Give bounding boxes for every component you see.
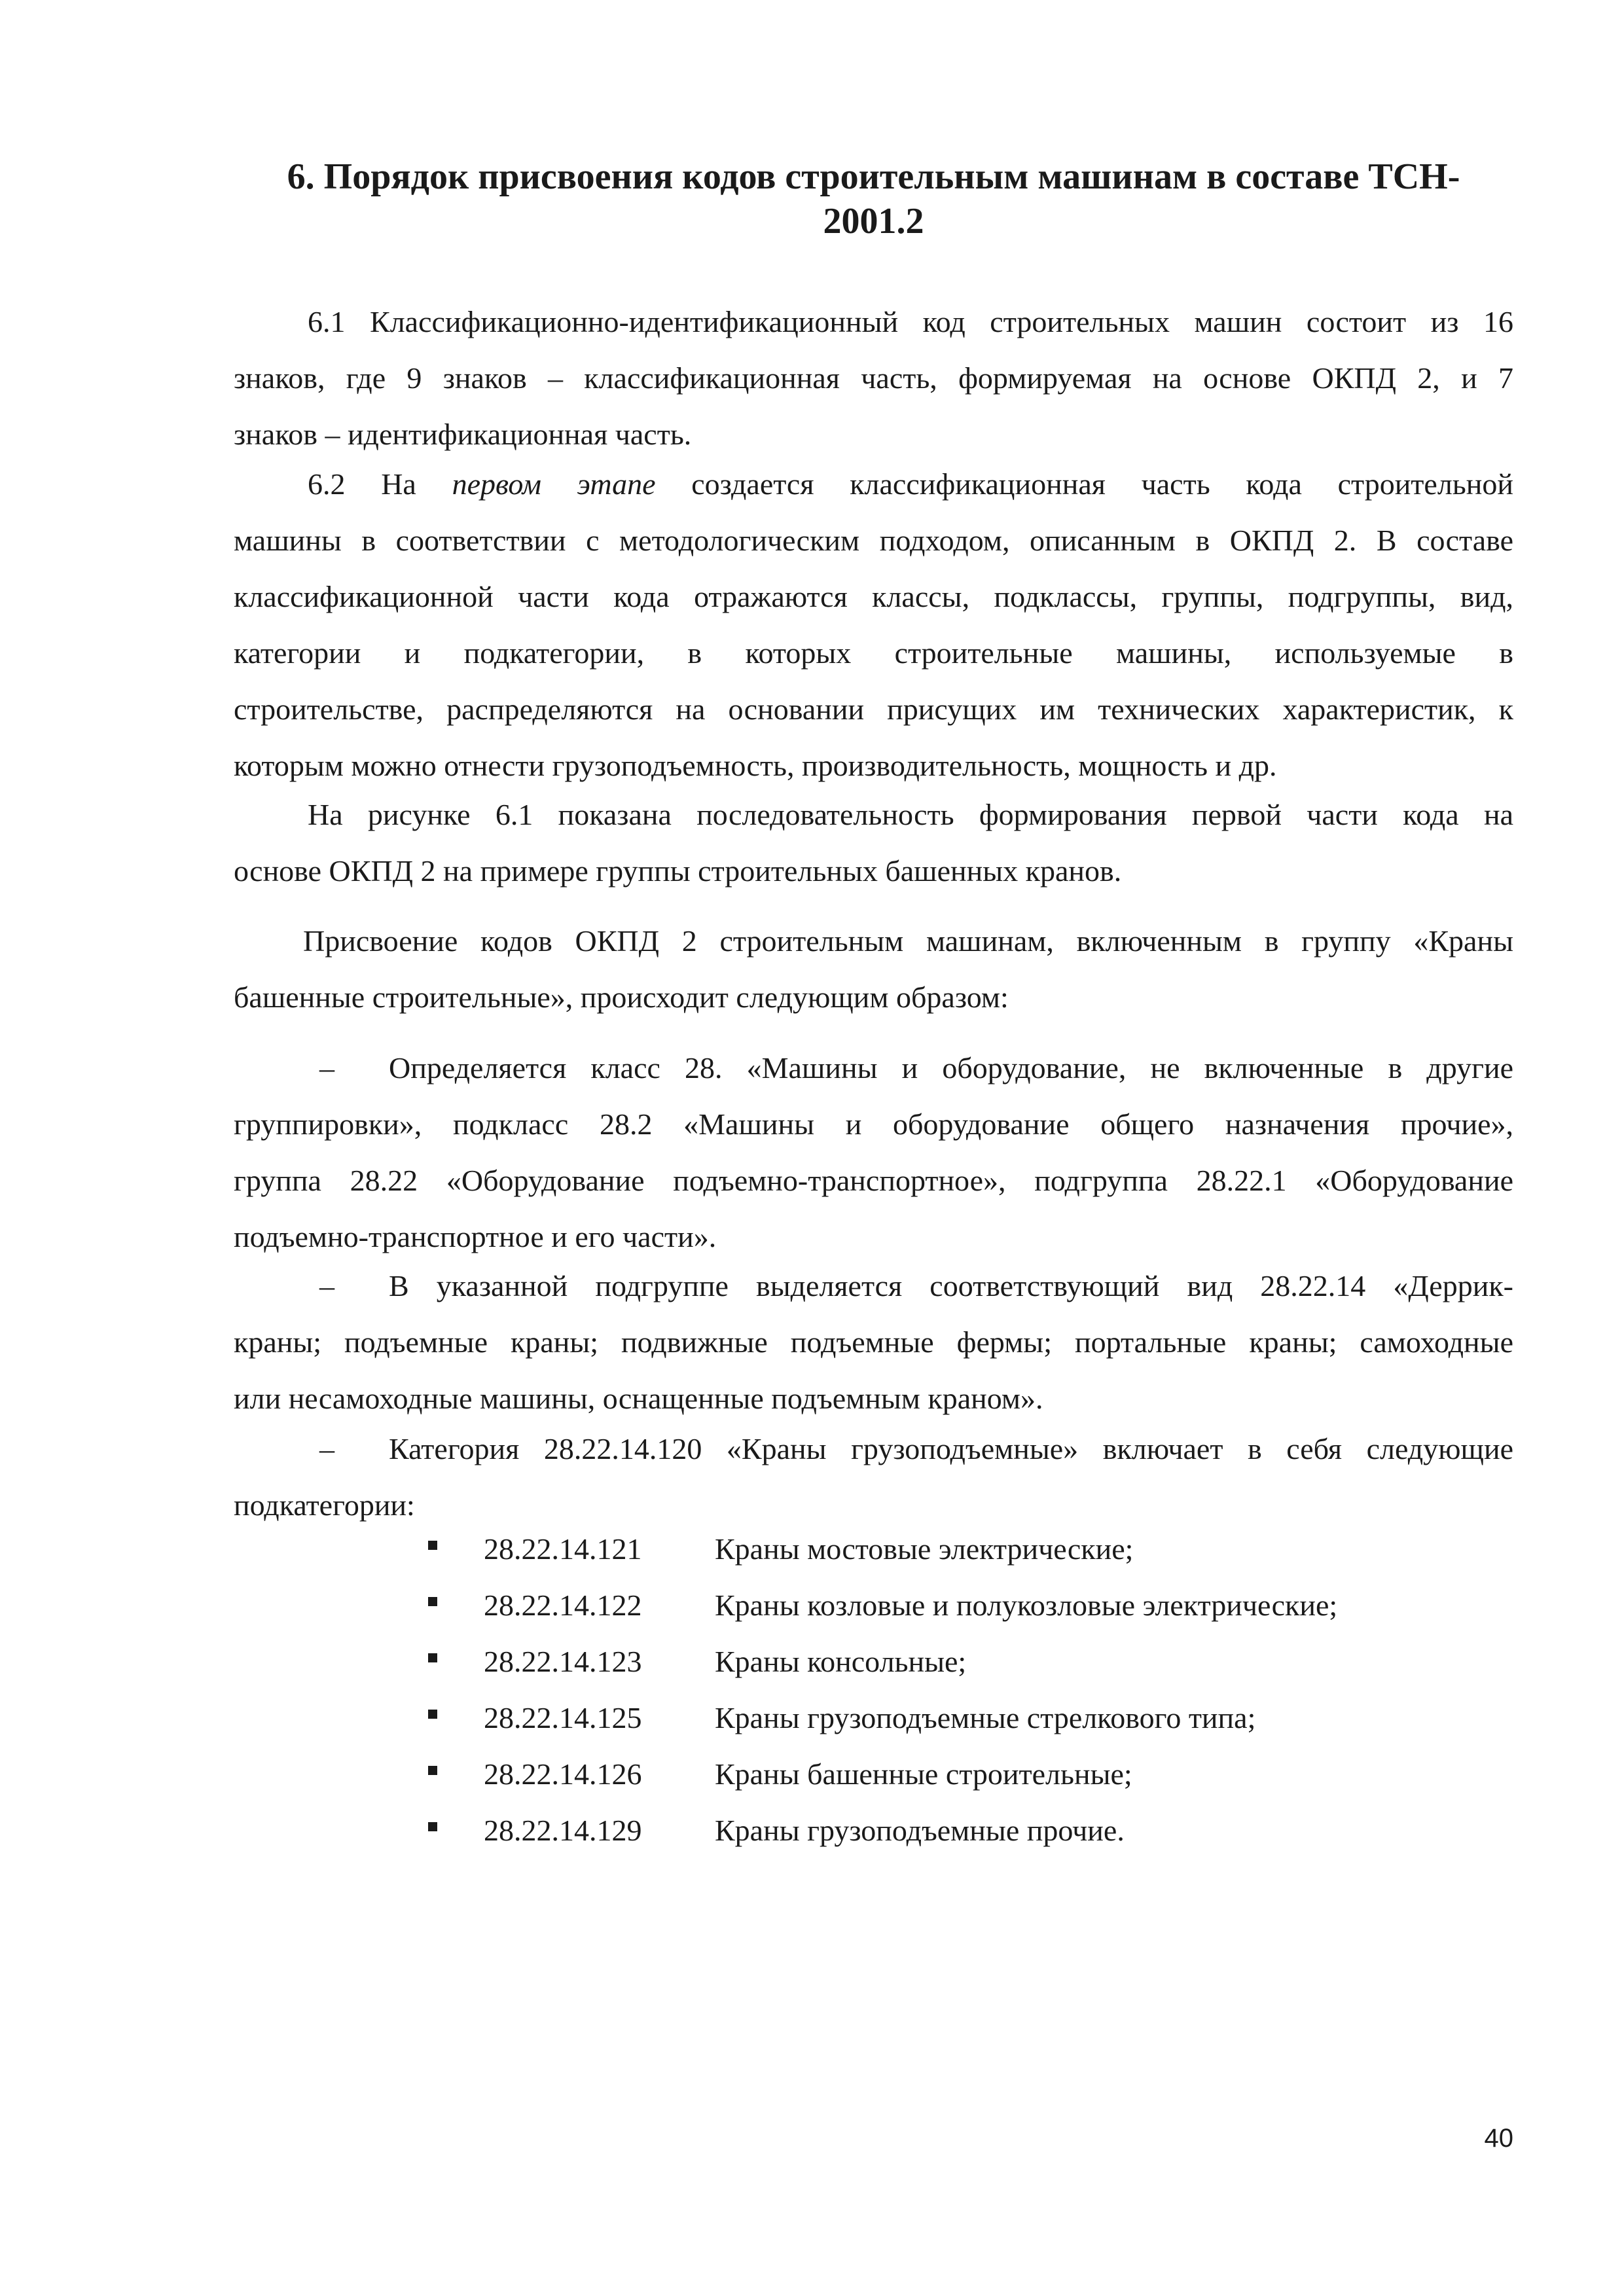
dash-item-1 xyxy=(234,1040,1513,1265)
page-number: 40 xyxy=(1484,2124,1513,2153)
subcategory-name: Краны башенные строительные; xyxy=(715,1757,1132,1791)
square-bullet-icon xyxy=(428,1541,437,1550)
subcategory-code: 28.22.14.123 xyxy=(484,1645,642,1678)
subcategory-name: Краны мостовые электрические; xyxy=(715,1532,1134,1566)
paragraph-6-2 xyxy=(234,456,1513,794)
dash-marker: – xyxy=(319,1269,334,1302)
text-line: классификационной части кода отражаются классы, подклассы, группы, подгруппы, вид, xyxy=(234,580,1513,613)
document-page xyxy=(234,0,1513,2296)
section-title-line-2: 2001.2 xyxy=(823,201,924,242)
subcategory-code: 28.22.14.125 xyxy=(484,1701,642,1734)
text-line: знаков – идентификационная часть. xyxy=(234,418,692,451)
text-line: основе ОКПД 2 на примере группы строительных башенных кранов. xyxy=(234,854,1122,888)
square-bullet-icon xyxy=(428,1822,437,1831)
square-bullet-icon xyxy=(428,1653,437,1662)
dash-marker: – xyxy=(319,1051,334,1085)
text-line xyxy=(234,1040,1513,1096)
square-bullet-icon xyxy=(428,1597,437,1606)
text-line: группа 28.22 «Оборудование подъемно-транспортное», подгруппа 28.22.1 «Оборудование xyxy=(234,1164,1513,1197)
subcategory-name: Краны консольные; xyxy=(715,1645,967,1678)
text-line: или несамоходные машины, оснащенные подъемным краном». xyxy=(234,1382,1043,1415)
text-line: 6.1 Классификационно-идентификационный код строительных машин состоит из 16 xyxy=(308,305,1513,338)
text-fragment: Категория 28.22.14.120 «Краны грузоподъемные» включает в себя следующие xyxy=(389,1432,1513,1465)
subcategory-code: 28.22.14.126 xyxy=(484,1757,642,1791)
subcategory-list xyxy=(428,1521,1475,1859)
subcategory-code: 28.22.14.129 xyxy=(484,1814,642,1847)
square-bullet-icon xyxy=(428,1766,437,1775)
paragraph-6-1 xyxy=(234,294,1513,463)
section-title xyxy=(234,154,1513,243)
paragraph-assignment xyxy=(234,913,1513,1026)
text-line: краны; подъемные краны; подвижные подъемные фермы; портальные краны; самоходные xyxy=(234,1325,1513,1359)
italic-emphasis: первом этапе xyxy=(452,467,656,501)
text-line: башенные строительные», происходит следующим образом: xyxy=(234,980,1009,1014)
list-item xyxy=(428,1577,1475,1634)
dash-marker: – xyxy=(319,1432,334,1465)
dash-item-2 xyxy=(234,1258,1513,1427)
subcategory-code: 28.22.14.122 xyxy=(484,1588,642,1622)
text-fragment: создается классификационная часть кода строительной xyxy=(655,467,1513,501)
list-item xyxy=(428,1746,1475,1803)
subcategory-name: Краны козловые и полукозловые электрические; xyxy=(715,1588,1338,1622)
text-line: На рисунке 6.1 показана последовательность формирования первой части кода на xyxy=(308,798,1513,831)
text-line: подкатегории: xyxy=(234,1488,415,1522)
square-bullet-icon xyxy=(428,1710,437,1719)
subcategory-name: Краны грузоподъемные стрелкового типа; xyxy=(715,1701,1256,1734)
list-item xyxy=(428,1690,1475,1746)
text-line: которым можно отнести грузоподъемность, производительность, мощность и др. xyxy=(234,749,1277,782)
list-item xyxy=(428,1521,1475,1577)
paragraph-figure-reference xyxy=(234,787,1513,899)
text-fragment: Определяется класс 28. «Машины и оборудование, не включенные в другие xyxy=(389,1051,1513,1085)
list-item xyxy=(428,1634,1475,1690)
text-line: подъемно-транспортное и его части». xyxy=(234,1220,717,1253)
text-line xyxy=(234,1258,1513,1314)
list-item xyxy=(428,1803,1475,1859)
text-line: категории и подкатегории, в которых строительные машины, используемые в xyxy=(234,636,1513,670)
text-line xyxy=(234,456,1513,512)
text-line: знаков, где 9 знаков – классификационная часть, формируемая на основе ОКПД 2, и 7 xyxy=(234,361,1513,395)
text-line: машины в соответствии с методологическим подходом, описанным в ОКПД 2. В составе xyxy=(234,524,1513,557)
section-title-line-1: 6. Порядок присвоения кодов строительным машинам в составе ТСН- xyxy=(287,156,1460,197)
text-fragment: 6.2 На xyxy=(308,467,452,501)
text-line: группировки», подкласс 28.2 «Машины и оборудование общего назначения прочие», xyxy=(234,1107,1513,1141)
subcategory-name: Краны грузоподъемные прочие. xyxy=(715,1814,1125,1847)
dash-item-3 xyxy=(234,1421,1513,1534)
text-line: строительстве, распределяются на основании присущих им технических характеристик, к xyxy=(234,692,1513,726)
text-line xyxy=(234,1421,1513,1477)
text-line: Присвоение кодов ОКПД 2 строительным машинам, включенным в группу «Краны xyxy=(303,924,1513,958)
text-fragment: В указанной подгруппе выделяется соответствующий вид 28.22.14 «Деррик- xyxy=(389,1269,1513,1302)
subcategory-code: 28.22.14.121 xyxy=(484,1532,642,1566)
